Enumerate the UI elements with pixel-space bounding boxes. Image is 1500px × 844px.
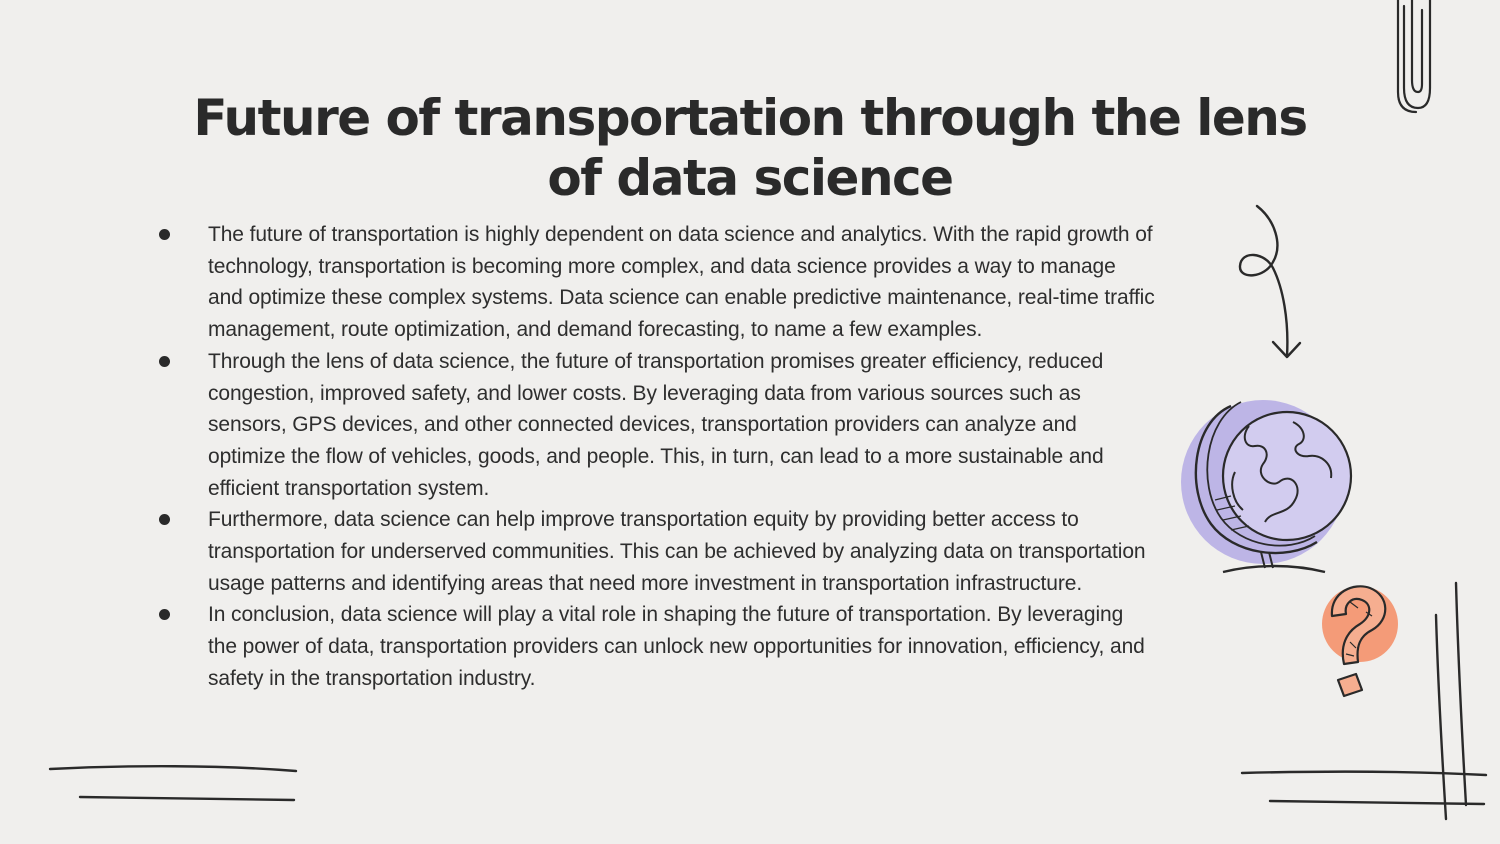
sketch-lines-left — [40, 755, 310, 810]
slide-title — [100, 88, 1400, 208]
paperclip-icon — [1378, 0, 1438, 116]
bullet-item — [155, 219, 1155, 346]
globe-icon — [1175, 392, 1365, 582]
bullet-dot — [159, 229, 170, 240]
bullet-dot — [159, 356, 170, 367]
bullet-text: In conclusion, data science will play a vital role in shaping the future of transportation. By leveraging the power of data, transportation providers can unlock new opportunities for innovation, efficiency, and safety in the transportation industry. — [208, 603, 1145, 690]
sketch-lines-right — [1230, 575, 1500, 825]
bullet-text: The future of transportation is highly dependent on data science and analytics. With the rapid growth of technology, transportation is becoming more complex, and data science provides a way to manage and optimize these complex systems. Data science can enable predictive maintenance, real-time traffic management, route optimization, and demand forecasting, to name a few examples. — [208, 223, 1155, 342]
bullet-dot — [159, 514, 170, 525]
title-line-2: of data science — [547, 149, 953, 207]
bullet-item — [155, 346, 1155, 505]
curly-arrow-icon — [1225, 200, 1315, 365]
bullet-dot — [159, 609, 170, 620]
bullet-text: Through the lens of data science, the future of transportation promises greater efficiency, reduced congestion, improved safety, and lower costs. By leveraging data from various sources such as sensors, GPS devices, and other connected devices, transportation providers can analyze and optimize the flow of vehicles, goods, and people. This, in turn, can lead to a more sustainable and efficient transportation system. — [208, 349, 1104, 500]
bullet-item — [155, 599, 1155, 694]
bullet-list — [155, 219, 1155, 695]
bullet-text: Furthermore, data science can help improve transportation equity by providing better access to transportation for underserved communities. This can be achieved by analyzing data on transportation usage patterns and identifying areas that need more investment in transportation infrastructure. — [208, 508, 1146, 595]
bullet-item — [155, 504, 1155, 599]
title-line-1: Future of transportation through the lens — [193, 89, 1307, 147]
